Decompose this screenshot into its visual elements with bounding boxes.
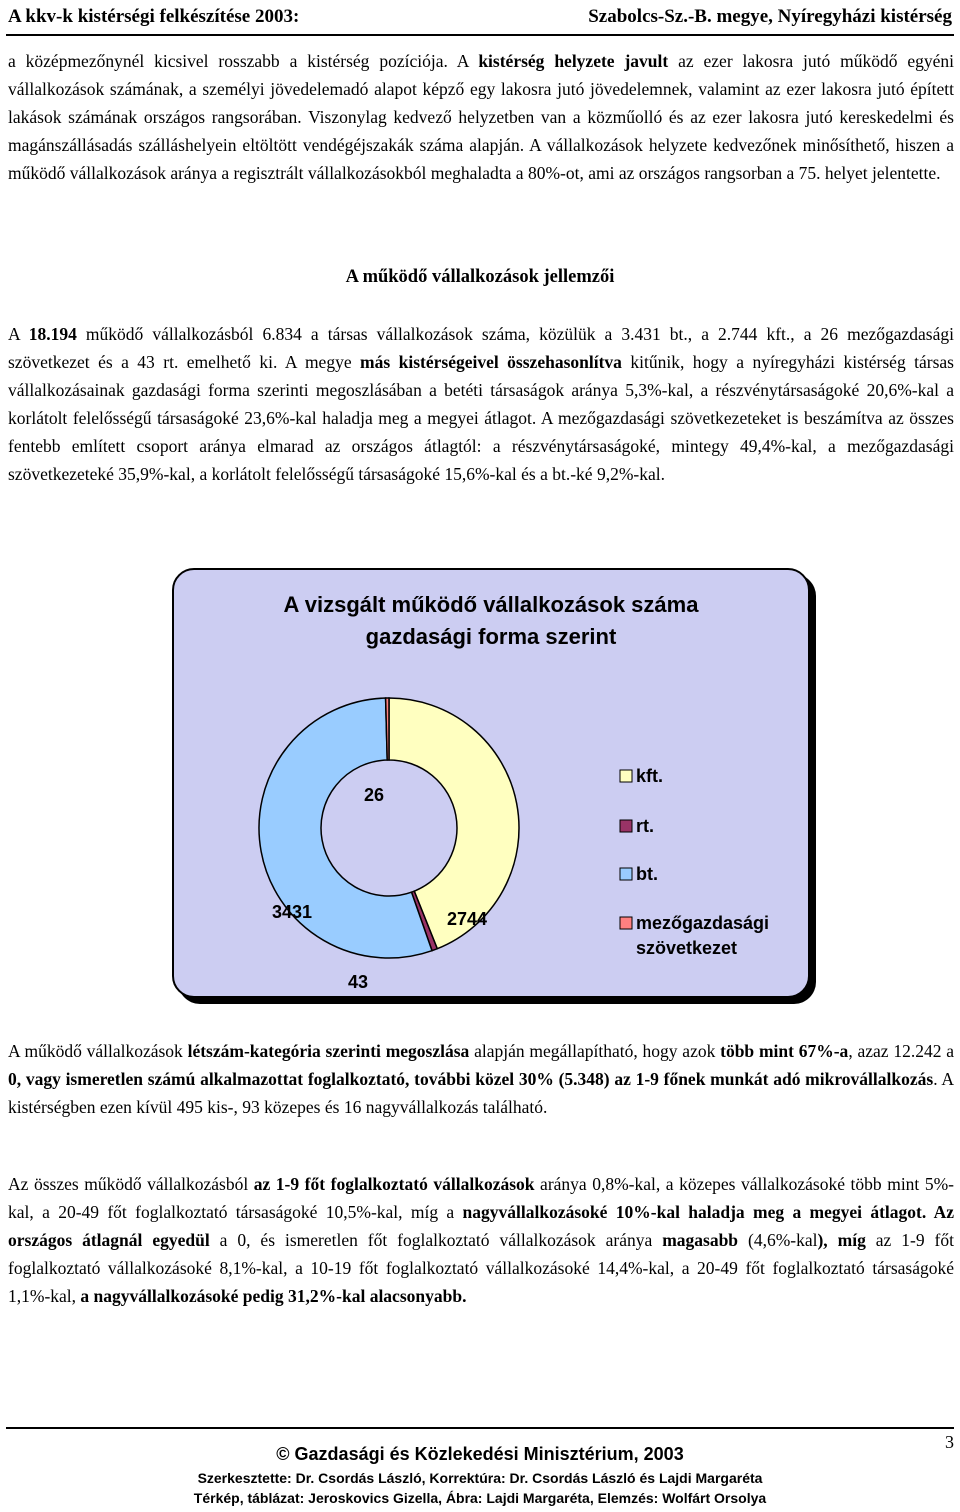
- bold-text-run: kistérség helyzete javult: [478, 51, 669, 71]
- bold-text-run: 18.194: [28, 324, 77, 344]
- bold-text-run: létszám-kategória szerinti megoszlása: [187, 1041, 470, 1061]
- text-run: a 0, és ismeretlen főt foglalkoztató vállalkozások aránya: [209, 1230, 663, 1250]
- bold-text-run: ), míg: [817, 1230, 866, 1250]
- page-number: 3: [945, 1432, 954, 1452]
- legend-swatch-mg: [620, 917, 632, 929]
- text-run: alapján megállapítható, hogy azok: [469, 1041, 721, 1061]
- paragraph-size-categories: [8, 1037, 954, 1121]
- bold-text-run: a nagyvállalkozásoké pedig 31,2%-kal alacsonyabb.: [80, 1286, 467, 1306]
- bold-text-run: 0, vagy ismeretlen számú alkalmazottat foglalkoztató, további közel 30% (5.348) az 1-9 főnek munkát adó mikrovállalkozás: [8, 1069, 934, 1089]
- bold-text-run: több mint 67%-a: [720, 1041, 849, 1061]
- header-rule: [6, 34, 954, 36]
- legend-label-mg-line1: mezőgazdasági: [636, 913, 770, 933]
- paragraph-intro: [8, 47, 954, 187]
- footer-ministry: © Gazdasági és Közlekedési Minisztérium, 2003: [276, 1444, 684, 1464]
- legend-label-rt: rt.: [636, 816, 654, 836]
- bold-text-run: más kistérségeivel összehasonlítva: [360, 352, 622, 372]
- pie-chart: [174, 570, 808, 996]
- text-run: Az összes működő vállalkozásból: [8, 1174, 254, 1194]
- text-run: az ezer lakosra jutó működő egyéni vállalkozások számának, a személyi jövedelemadó alapot képző egy lakosra jutó jövedelemnek, valamint az ezer lakosra jutó épített lakások számának országos rangsorában. Viszonylag kedvező helyzetben van a közműolló és az ezer lakosra jutó kereskedelmi és magánszállásadás szálláshelyein eltöltött vendégéjszakák száma alapján. A vállalkozások helyzete kedvezőnek minősíthető, hiszen a működő vállalkozások aránya a regisztrált vállalkozásokból meghaladta a 80%-ot, ami az országos rangsorban a 75. helyet jelentette.: [8, 51, 954, 183]
- text-run: A: [8, 324, 29, 344]
- paragraph-enterprises: [8, 320, 954, 488]
- legend-label-kft: kft.: [636, 766, 663, 786]
- data-label-kft: 2744: [446, 909, 488, 929]
- header-title: A kkv-k kistérségi felkészítése 2003:: [8, 6, 300, 27]
- bold-text-run: magasabb: [662, 1230, 739, 1250]
- pie-chart-panel: [172, 568, 810, 998]
- data-label-mezogazdasagi-szovetkezet: 26: [363, 785, 385, 805]
- chart-title-line2: gazdasági forma szerint: [365, 624, 617, 649]
- header-region: Szabolcs-Sz.-B. megye, Nyíregyházi kistérség: [588, 6, 952, 27]
- footer-editors: Szerkesztette: Dr. Csordás László, Korrektúra: Dr. Csordás László és Lajdi Margaréta: [197, 1470, 763, 1486]
- text-run: . A kistérségben ezen kívül 495 kis-, 93 közepes és 16 nagyvállalkozás található.: [8, 1069, 954, 1117]
- bold-text-run: nagyvállalkozásoké 10%-kal haladja meg a megyei átlagot. Az országos átlagnál egyedül: [8, 1202, 954, 1250]
- chart-title-line1: A vizsgált működő vállalkozások száma: [283, 592, 699, 617]
- chart-legend: [620, 766, 769, 958]
- footer-rule: [6, 1427, 954, 1429]
- data-label-rt: 43: [347, 972, 369, 992]
- legend-label-bt: bt.: [636, 864, 658, 884]
- legend-label-mg-line2: szövetkezet: [636, 938, 738, 958]
- page-header: [0, 0, 960, 40]
- text-run: kitűnik, hogy a nyíregyházi kistérség társas vállalkozásainak gazdasági forma szerinti megoszlásában a betéti társaságok aránya 5,3%-kal, a részvénytársaságoké 20,6%-kal a korlátolt felelősségű társaságoké 23,6%-kal haladja meg a megyei átlagot. A mezőgazdasági szövetkezeteket is beszámítva az összes fentebb említett csoport aránya elmarad az országos átlagtól: a részvénytársaságoké, mintegy 49,4%-kal, a mezőgazdasági szövetkezeteké 35,9%-kal, a korlátolt felelősségű társaságoké 15,6%-kal és a bt.-ké 9,2%-kal.: [8, 352, 954, 484]
- data-label-bt: 3431: [271, 902, 313, 922]
- text-run: A működő vállalkozások: [8, 1041, 188, 1061]
- text-run: , azaz 12.242 a: [848, 1041, 954, 1061]
- paragraph-comparison: [8, 1170, 954, 1310]
- text-run: az 1-9 főt foglalkoztató vállalkozásoké 8,1%-kal, a 10-19 főt foglalkoztató vállalkozásoké 14,4%-kal, a 20-49 főt foglalkoztató társaságoké 1,1%-kal,: [8, 1230, 954, 1306]
- text-run: aránya 0,8%-kal, a közepes vállalkozásoké több mint 5%-kal, a 20-49 főt foglalkoztató társaságoké 10,5%-kal, míg a: [8, 1174, 954, 1222]
- footer-credits: Térkép, táblázat: Jeroskovics Gizella, Ábra: Lajdi Margaréta, Elemzés: Wolfárt Orsolya: [193, 1490, 767, 1506]
- text-run: működő vállalkozásból 6.834 a társas vállalkozások száma, közülük a 3.431 bt., a 2.744 kft., a 26 mezőgazdasági szövetkezet és a 43 rt. emelhető ki. A megye: [8, 324, 954, 372]
- section-heading: A működő vállalkozások jellemzői: [345, 267, 615, 287]
- legend-swatch-rt: [620, 820, 632, 832]
- bold-text-run: az 1-9 főt foglalkoztató vállalkozások: [253, 1174, 535, 1194]
- text-run: (4,6%-kal: [738, 1230, 818, 1250]
- text-run: a középmezőnynél kicsivel rosszabb a kistérség pozíciója. A: [8, 51, 479, 71]
- legend-swatch-bt: [620, 868, 632, 880]
- legend-swatch-kft: [620, 770, 632, 782]
